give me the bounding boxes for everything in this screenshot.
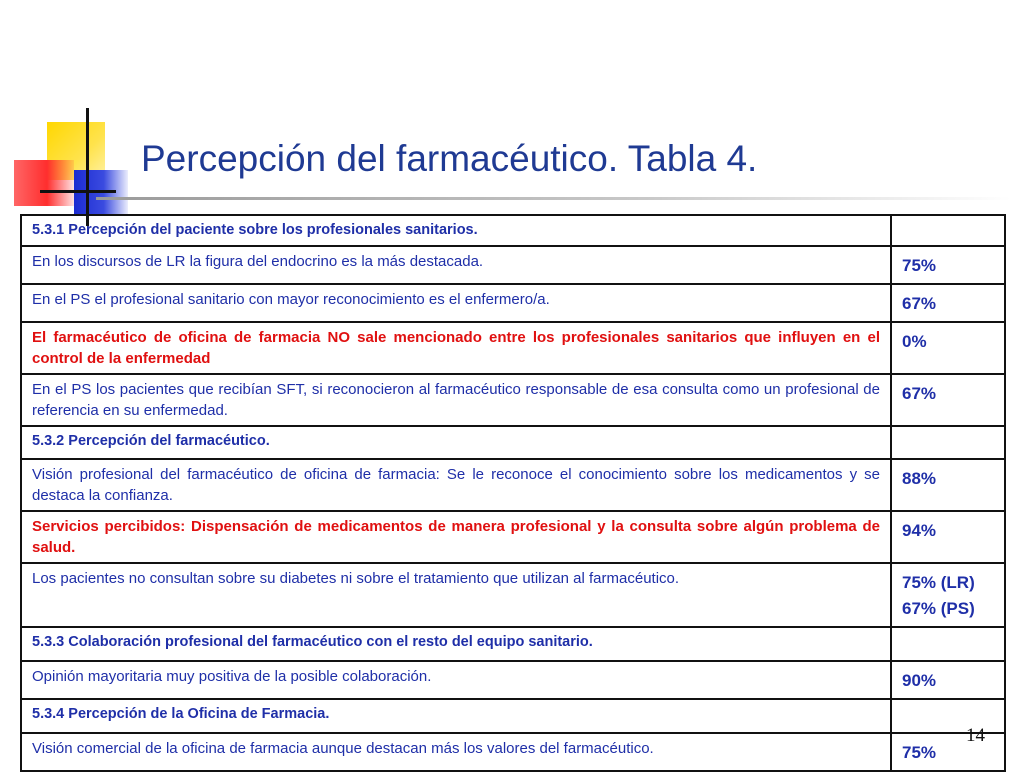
results-table xyxy=(20,214,1006,772)
row-description: Visión profesional del farmacéutico de oficina de farmacia: Se le reconoce el conocimiento sobre los medicamentos y se destaca la confianza. xyxy=(21,459,891,511)
table-row xyxy=(21,374,1005,426)
row-value: 0% xyxy=(891,322,1005,374)
row-description: 5.3.1 Percepción del paciente sobre los profesionales sanitarios. xyxy=(21,215,891,246)
row-description: Los pacientes no consultan sobre su diabetes ni sobre el tratamiento que utilizan al farmacéutico. xyxy=(21,563,891,627)
table-row-highlight xyxy=(21,322,1005,374)
row-value xyxy=(891,627,1005,661)
row-description: 5.3.4 Percepción de la Oficina de Farmacia. xyxy=(21,699,891,733)
table-row-highlight xyxy=(21,511,1005,563)
row-value: 88% xyxy=(891,459,1005,511)
row-value: 75% xyxy=(891,246,1005,284)
row-description: Opinión mayoritaria muy positiva de la posible colaboración. xyxy=(21,661,891,699)
slide-title: Percepción del farmacéutico. Tabla 4. xyxy=(141,138,758,179)
table-row-section-533 xyxy=(21,627,1005,661)
page-number: 14 xyxy=(966,725,985,746)
row-value-ps: 67% (PS) xyxy=(902,599,975,618)
table-row-section-532 xyxy=(21,426,1005,459)
row-value: 90% xyxy=(891,661,1005,699)
table-row xyxy=(21,284,1005,322)
row-value: 67% xyxy=(891,374,1005,426)
row-description: Servicios percibidos: Dispensación de medicamentos de manera profesional y la consulta sobre algún problema de salud. xyxy=(21,511,891,563)
decor-vertical-line xyxy=(86,108,89,226)
row-description: 5.3.2 Percepción del farmacéutico. xyxy=(21,426,891,459)
title-underline xyxy=(96,197,1011,200)
row-value-pair xyxy=(891,563,1005,627)
table-row-section-534 xyxy=(21,699,1005,733)
table-row xyxy=(21,246,1005,284)
row-value: 67% xyxy=(891,284,1005,322)
row-value xyxy=(891,215,1005,246)
row-description: 5.3.3 Colaboración profesional del farmacéutico con el resto del equipo sanitario. xyxy=(21,627,891,661)
decor-horizontal-line xyxy=(40,190,116,193)
table-row xyxy=(21,563,1005,627)
row-value-lr: 75% (LR) xyxy=(902,573,975,592)
row-value: 94% xyxy=(891,511,1005,563)
table-row xyxy=(21,459,1005,511)
decor-blue-square xyxy=(74,170,128,216)
row-value xyxy=(891,699,1005,733)
decor-red-square xyxy=(14,160,74,206)
row-description: En el PS los pacientes que recibían SFT, si reconocieron al farmacéutico responsable de esa consulta como un profesional de referencia en su enfermedad. xyxy=(21,374,891,426)
table-row-section-531 xyxy=(21,215,1005,246)
row-description: En los discursos de LR la figura del endocrino es la más destacada. xyxy=(21,246,891,284)
row-description: En el PS el profesional sanitario con mayor reconocimiento es el enfermero/a. xyxy=(21,284,891,322)
row-description: Visión comercial de la oficina de farmacia aunque destacan más los valores del farmacéutico. xyxy=(21,733,891,771)
table-row xyxy=(21,661,1005,699)
row-value xyxy=(891,426,1005,459)
table-row xyxy=(21,733,1005,771)
row-value: 75% xyxy=(891,733,1005,771)
row-description: El farmacéutico de oficina de farmacia NO sale mencionado entre los profesionales sanitarios que influyen en el control de la enfermedad xyxy=(21,322,891,374)
